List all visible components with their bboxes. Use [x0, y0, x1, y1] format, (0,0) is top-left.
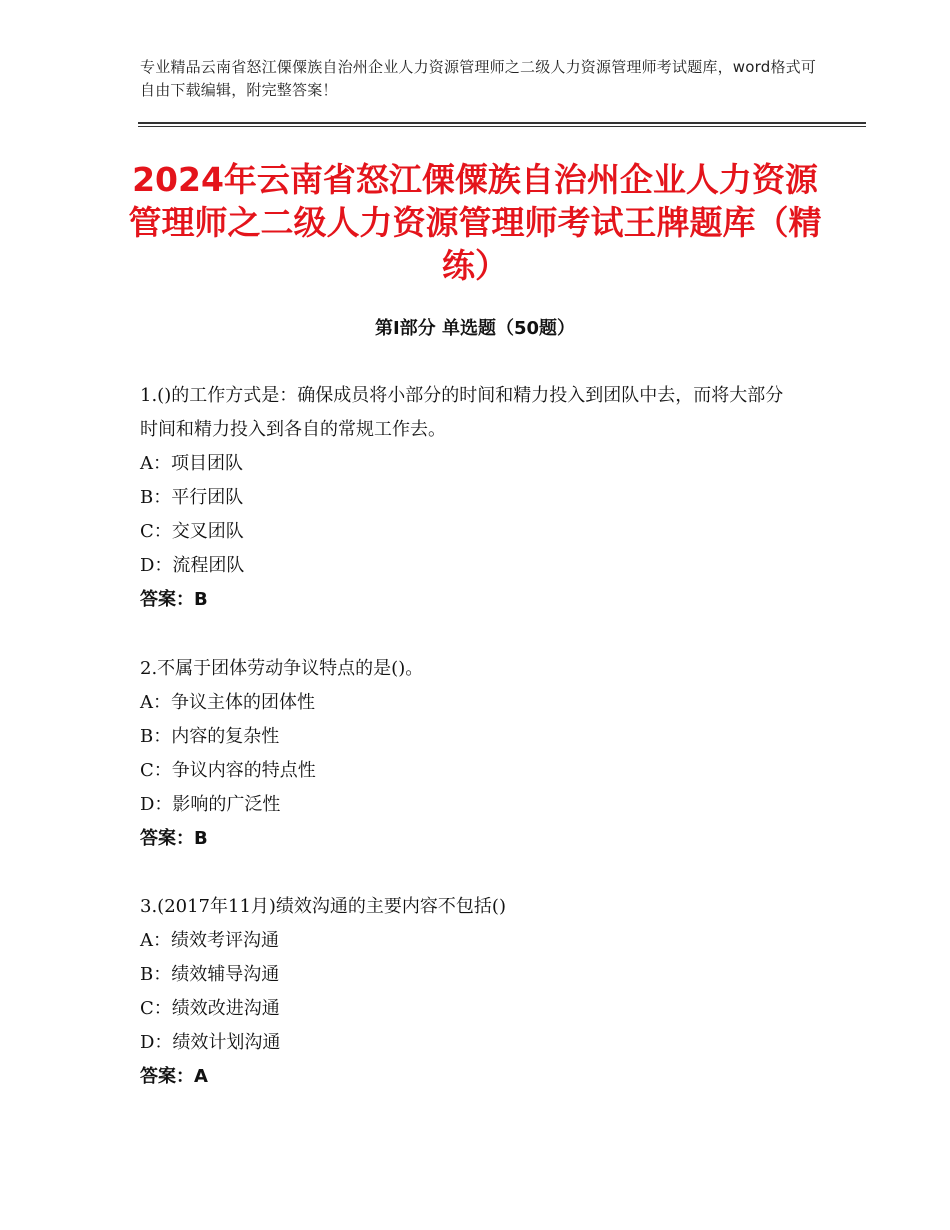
question-3 [140, 890, 790, 1094]
answer: 答案：B [140, 828, 208, 849]
question-stem: 2.不属于团体劳动争议特点的是()。 [140, 658, 424, 679]
question-1 [140, 379, 790, 617]
option-b: B：内容的复杂性 [140, 726, 280, 747]
header-note: 专业精品云南省怒江傈僳族自治州企业人力资源管理师之二级人力资源管理师考试题库，word格式可自由下载编辑，附完整答案！ [140, 58, 817, 99]
option-c: C：争议内容的特点性 [140, 760, 316, 781]
question-2 [140, 652, 790, 856]
option-c: C：绩效改进沟通 [140, 998, 280, 1019]
option-b: B：平行团队 [140, 487, 244, 508]
document-title: 2024年云南省怒江傈僳族自治州企业人力资源管理师之二级人力资源管理师考试王牌题库（精练） [128, 160, 822, 285]
question-stem: 1.()的工作方式是：确保成员将小部分的时间和精力投入到团队中去，而将大部分时间和精力投入到各自的常规工作去。 [140, 385, 784, 440]
header-divider [138, 122, 866, 127]
option-d: D：流程团队 [140, 555, 245, 576]
option-c: C：交叉团队 [140, 521, 244, 542]
option-b: B：绩效辅导沟通 [140, 964, 280, 985]
option-d: D：绩效计划沟通 [140, 1032, 281, 1053]
option-a: A：绩效考评沟通 [140, 930, 279, 951]
option-d: D：影响的广泛性 [140, 794, 281, 815]
answer: 答案：A [140, 1066, 208, 1087]
section-heading: 第Ⅰ部分 单选题（50题） [374, 318, 575, 339]
option-a: A：项目团队 [140, 453, 243, 474]
answer: 答案：B [140, 589, 208, 610]
question-stem: 3.(2017年11月)绩效沟通的主要内容不包括() [140, 896, 506, 917]
option-a: A：争议主体的团体性 [140, 692, 315, 713]
